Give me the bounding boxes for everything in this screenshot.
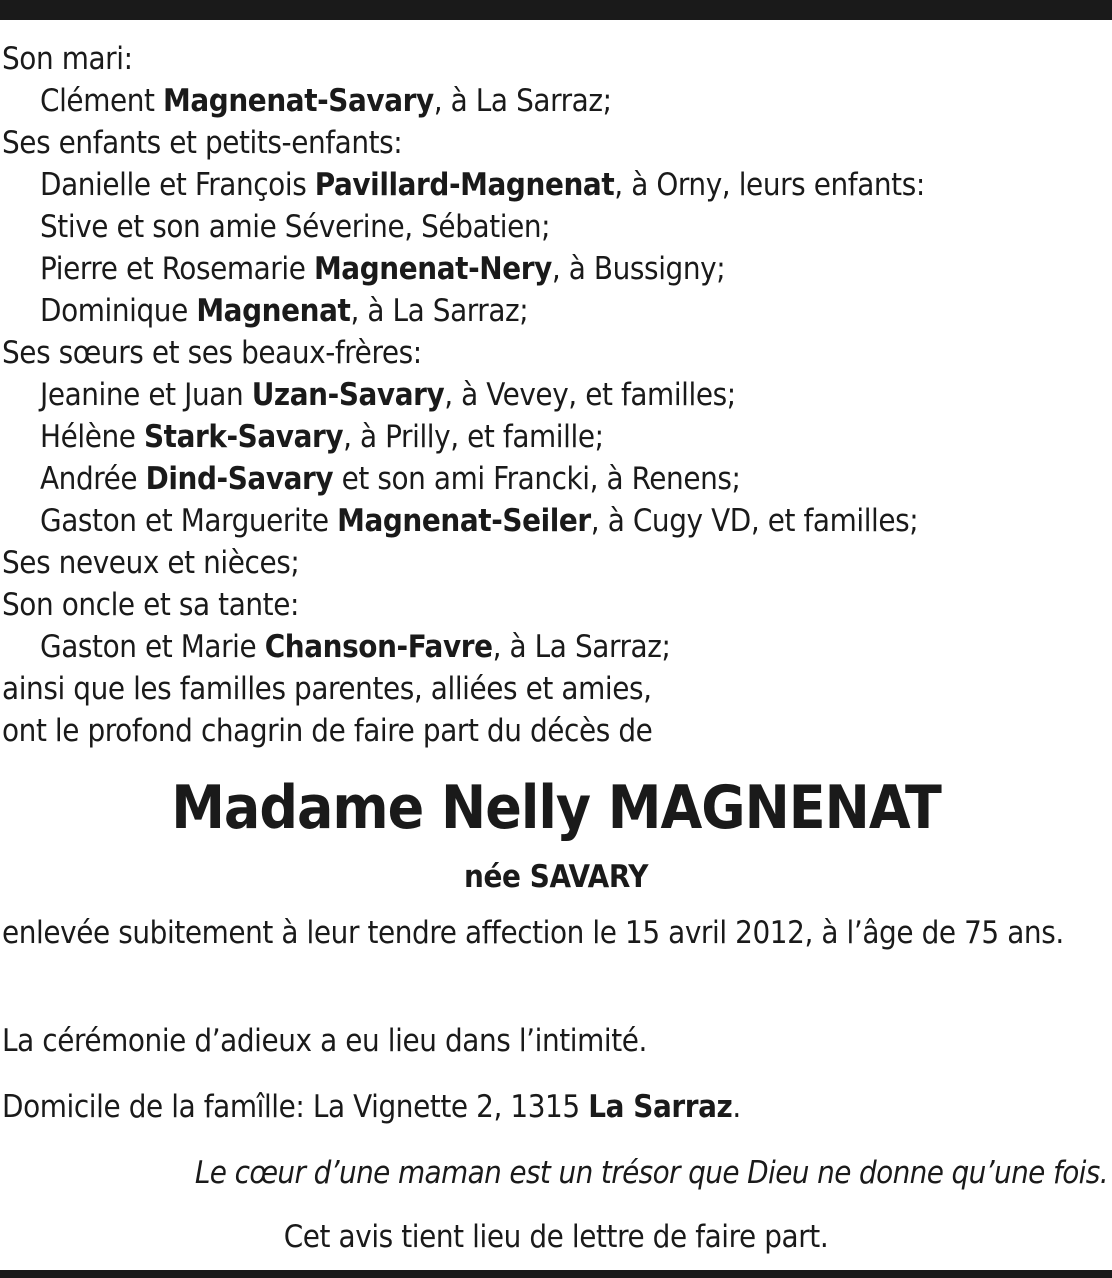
family-line: [2, 248, 1107, 290]
family-line: [2, 668, 1107, 710]
family-surname: Stark-Savary: [143, 419, 344, 455]
family-line: [2, 500, 1107, 542]
family-list: [2, 38, 1107, 752]
family-line-text: Ses neveux et nièces;: [2, 545, 300, 581]
family-line-text: ainsi que les familles parentes, alliées et amies,: [2, 671, 652, 707]
family-line-text: Ses sœurs et ses beaux-frères:: [2, 335, 422, 371]
family-line-text: Stive et son amie Séverine, Sébatien;: [40, 209, 551, 245]
bottom-rule: [0, 1270, 1112, 1278]
family-line: [2, 542, 1107, 584]
family-line-text: Danielle et François: [40, 167, 315, 203]
family-line: [2, 332, 1107, 374]
family-line-location: , à La Sarraz;: [350, 293, 529, 329]
family-line-text: Ses enfants et petits-enfants:: [2, 125, 403, 161]
death-notice-paragraph: enlevée subitement à leur tendre affection le 15 avril 2012, à l’âge de 75 ans.: [2, 915, 1064, 951]
family-surname: Magnenat-Seiler: [337, 503, 591, 539]
family-line-location: , à Vevey, et familles;: [444, 377, 736, 413]
address-text: Domicile de la famîlle: La Vignette 2, 1315: [2, 1089, 589, 1125]
family-line-location: , à Bussigny;: [551, 251, 726, 287]
family-line: [2, 122, 1107, 164]
family-line-text: Pierre et Rosemarie: [40, 251, 314, 287]
family-line-location: et son ami Francki, à Renens;: [333, 461, 741, 497]
family-line-text: Hélène: [40, 419, 144, 455]
family-line-text: Gaston et Marguerite: [40, 503, 338, 539]
family-line: [2, 80, 1107, 122]
family-line-text: Son oncle et sa tante:: [2, 587, 299, 623]
deceased-name: Madame Nelly MAGNENAT: [171, 773, 941, 843]
family-line: [2, 710, 1107, 752]
family-surname: Pavillard-Magnenat: [314, 167, 615, 203]
top-rule: [0, 0, 1112, 20]
family-surname: Dind-Savary: [145, 461, 334, 497]
family-line: [2, 290, 1107, 332]
memorial-quote: Le cœur d’une maman est un trésor que Dieu ne donne qu’une fois.: [194, 1155, 1108, 1191]
family-line: [2, 164, 1107, 206]
family-line: [2, 374, 1107, 416]
family-surname: Magnenat-Nery: [313, 251, 552, 287]
family-line-text: Andrée: [40, 461, 146, 497]
family-line-location: , à Cugy VD, et familles;: [590, 503, 919, 539]
family-line-text: Gaston et Marie: [40, 629, 265, 665]
family-surname: Magnenat: [196, 293, 351, 329]
family-line: [2, 584, 1107, 626]
closing-note: Cet avis tient lieu de lettre de faire part.: [283, 1219, 829, 1255]
family-line: [2, 38, 1107, 80]
family-line: [2, 458, 1107, 500]
family-line: [2, 626, 1107, 668]
family-line-text: Clément: [40, 83, 163, 119]
maiden-name: née SAVARY: [463, 859, 648, 895]
family-surname: Uzan-Savary: [251, 377, 445, 413]
family-line-location: , à La Sarraz;: [492, 629, 671, 665]
family-line-text: Jeanine et Juan: [40, 377, 252, 413]
ceremony-paragraph: La cérémonie d’adieux a eu lieu dans l’intimité.: [2, 1023, 647, 1059]
family-surname: Magnenat-Savary: [163, 83, 434, 119]
family-line: [2, 206, 1107, 248]
family-line: [2, 416, 1107, 458]
family-line-location: , à Prilly, et famille;: [343, 419, 604, 455]
family-line-location: , à La Sarraz;: [433, 83, 612, 119]
family-line-location: , à Orny, leurs enfants:: [614, 167, 925, 203]
address-end: .: [732, 1089, 741, 1125]
address-town: La Sarraz: [588, 1089, 733, 1125]
family-line-text: Dominique: [40, 293, 197, 329]
family-surname: Chanson-Favre: [264, 629, 493, 665]
family-line-text: Son mari:: [2, 41, 133, 77]
family-line-text: ont le profond chagrin de faire part du décès de: [2, 713, 653, 749]
family-address-paragraph: [2, 1086, 1108, 1128]
